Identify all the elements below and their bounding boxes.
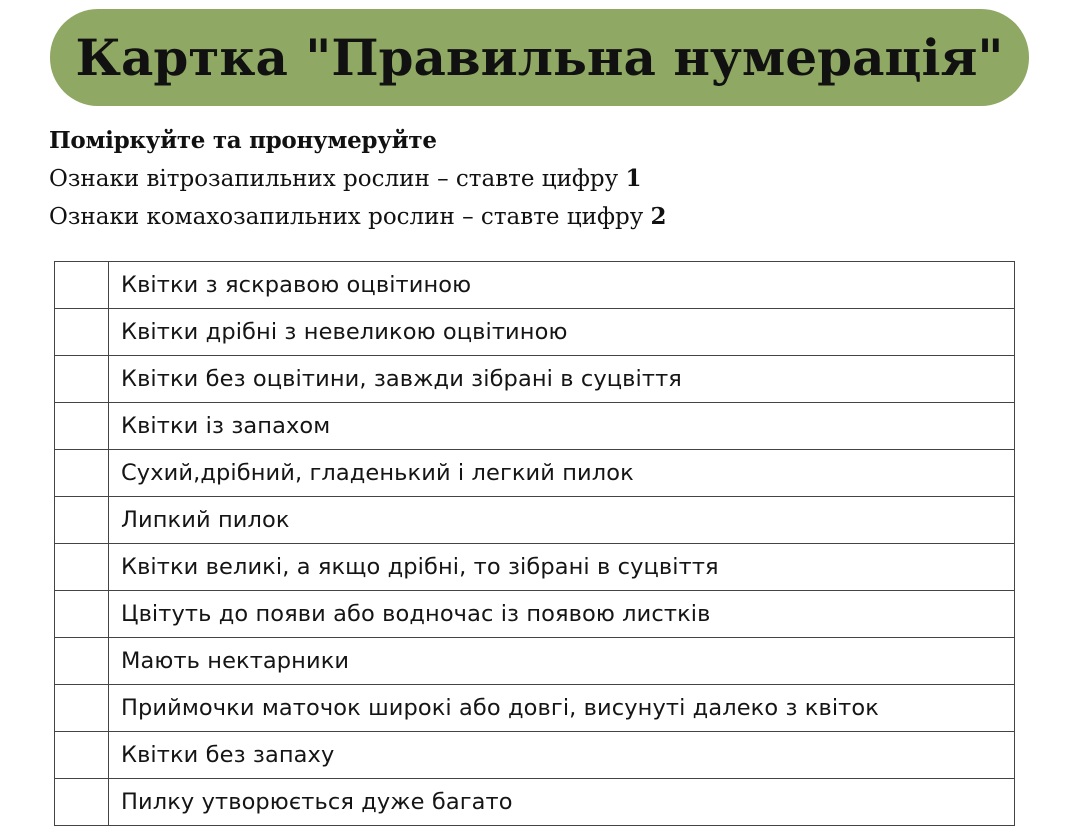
feature-cell: Квітки з яскравою оцвітиною: [109, 262, 1015, 309]
table-row: [55, 497, 1015, 544]
number-cell[interactable]: [55, 356, 109, 403]
table-row: [55, 638, 1015, 685]
instructions-heading: Поміркуйте та пронумеруйте: [49, 127, 437, 154]
title-banner: [50, 9, 1029, 106]
page-title: Картка "Правильна нумерація": [75, 28, 1004, 87]
number-cell[interactable]: [55, 309, 109, 356]
feature-cell: Пилку утворюється дуже багато: [109, 779, 1015, 826]
table-row: [55, 685, 1015, 732]
table-row: [55, 262, 1015, 309]
table-row: [55, 732, 1015, 779]
number-cell[interactable]: [55, 262, 109, 309]
instruction-digit-1: 1: [625, 165, 642, 192]
table-row: [55, 356, 1015, 403]
instruction-line-insect: [49, 198, 667, 236]
table-row: [55, 450, 1015, 497]
table-row: [55, 403, 1015, 450]
numbering-table: [54, 261, 1015, 826]
number-cell[interactable]: [55, 685, 109, 732]
number-cell[interactable]: [55, 497, 109, 544]
feature-cell: Мають нектарники: [109, 638, 1015, 685]
table-row: [55, 591, 1015, 638]
feature-cell: Квітки із запахом: [109, 403, 1015, 450]
instruction-line-wind-text: Ознаки вітрозапильних рослин – ставте цифру: [49, 166, 626, 192]
table-row: [55, 544, 1015, 591]
number-cell[interactable]: [55, 403, 109, 450]
instruction-line-insect-text: Ознаки комахозапильних рослин – ставте цифру: [49, 204, 651, 230]
feature-cell: Приймочки маточок широкі або довгі, висунуті далеко з квіток: [109, 685, 1015, 732]
feature-cell: Цвітуть до появи або водночас із появою листків: [109, 591, 1015, 638]
feature-cell: Сухий,дрібний, гладенький і легкий пилок: [109, 450, 1015, 497]
number-cell[interactable]: [55, 591, 109, 638]
feature-cell: Квітки дрібні з невеликою оцвітиною: [109, 309, 1015, 356]
number-cell[interactable]: [55, 779, 109, 826]
feature-cell: Липкий пилок: [109, 497, 1015, 544]
instruction-digit-2: 2: [650, 203, 667, 230]
number-cell[interactable]: [55, 544, 109, 591]
number-cell[interactable]: [55, 732, 109, 779]
feature-cell: Квітки без оцвітини, завжди зібрані в суцвіття: [109, 356, 1015, 403]
number-cell[interactable]: [55, 450, 109, 497]
table-row: [55, 779, 1015, 826]
feature-cell: Квітки без запаху: [109, 732, 1015, 779]
instruction-line-wind: [49, 160, 667, 198]
instructions: [49, 122, 667, 236]
number-cell[interactable]: [55, 638, 109, 685]
table-row: [55, 309, 1015, 356]
feature-cell: Квітки великі, а якщо дрібні, то зібрані в суцвіття: [109, 544, 1015, 591]
